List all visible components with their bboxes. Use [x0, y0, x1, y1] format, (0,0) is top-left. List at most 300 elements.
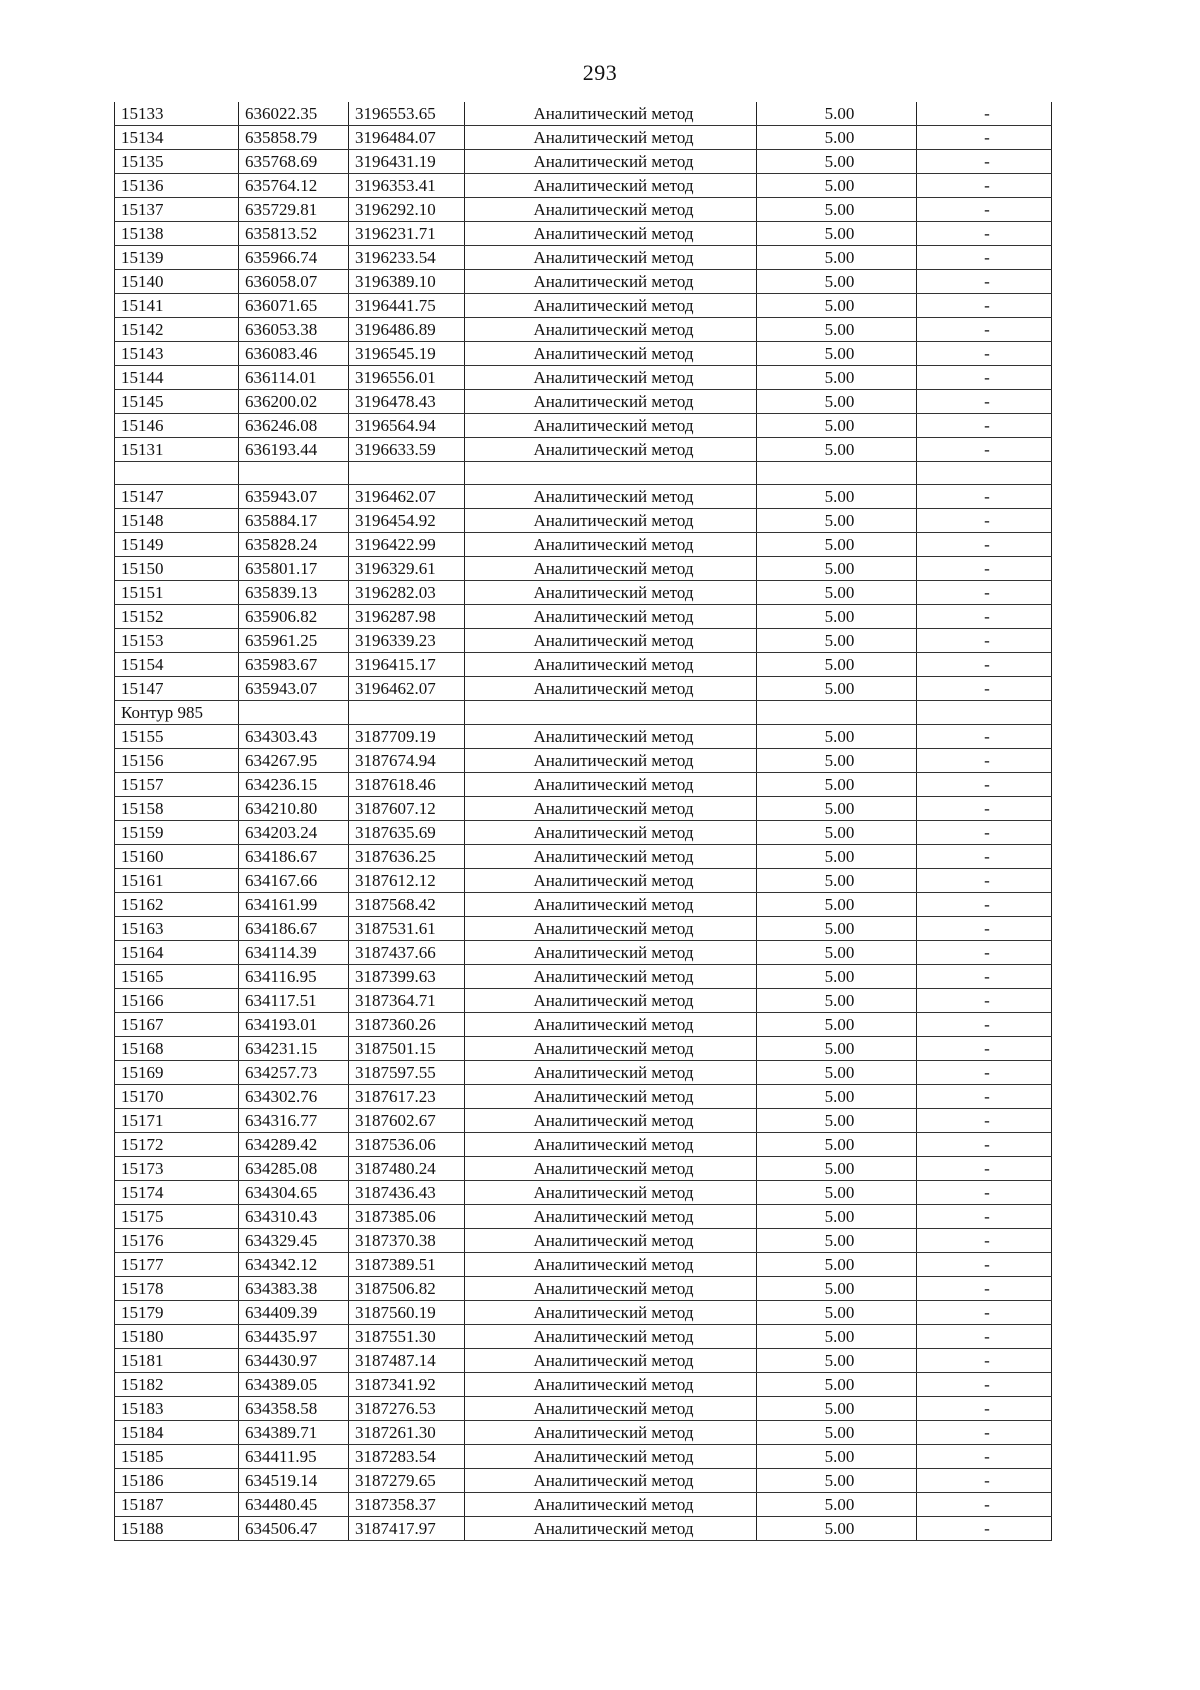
- precision-cell: 5.00: [757, 869, 917, 893]
- point-number-cell: 15162: [115, 893, 239, 917]
- point-number-cell: 15147: [115, 677, 239, 701]
- table-row: [115, 557, 1052, 581]
- method-cell: Аналитический метод: [465, 1037, 757, 1061]
- method-cell: Аналитический метод: [465, 485, 757, 509]
- point-number-cell: 15139: [115, 246, 239, 270]
- precision-cell: 5.00: [757, 677, 917, 701]
- x-coordinate-cell: 635839.13: [239, 581, 349, 605]
- x-coordinate-cell: 634117.51: [239, 989, 349, 1013]
- point-number-cell: 15187: [115, 1493, 239, 1517]
- x-coordinate-cell: 634203.24: [239, 821, 349, 845]
- y-coordinate-cell: 3196287.98: [349, 605, 465, 629]
- x-coordinate-cell: 635966.74: [239, 246, 349, 270]
- point-number-cell: 15177: [115, 1253, 239, 1277]
- error-cell: -: [917, 150, 1052, 174]
- method-cell: Аналитический метод: [465, 989, 757, 1013]
- method-cell: Аналитический метод: [465, 174, 757, 198]
- point-number-cell: 15149: [115, 533, 239, 557]
- point-number-cell: 15137: [115, 198, 239, 222]
- error-cell: -: [917, 725, 1052, 749]
- y-coordinate-cell: 3196389.10: [349, 270, 465, 294]
- method-cell: Аналитический метод: [465, 1109, 757, 1133]
- y-coordinate-cell: 3196556.01: [349, 366, 465, 390]
- table-row: [115, 677, 1052, 701]
- coordinates-table-body: [115, 102, 1052, 1541]
- x-coordinate-cell: 634167.66: [239, 869, 349, 893]
- point-number-cell: Контур 985: [115, 701, 239, 725]
- point-number-cell: 15154: [115, 653, 239, 677]
- precision-cell: 5.00: [757, 1469, 917, 1493]
- precision-cell: 5.00: [757, 1325, 917, 1349]
- x-coordinate-cell: 634389.71: [239, 1421, 349, 1445]
- error-cell: [917, 701, 1052, 725]
- y-coordinate-cell: 3187674.94: [349, 749, 465, 773]
- precision-cell: 5.00: [757, 1181, 917, 1205]
- x-coordinate-cell: 634267.95: [239, 749, 349, 773]
- method-cell: Аналитический метод: [465, 1493, 757, 1517]
- precision-cell: 5.00: [757, 366, 917, 390]
- table-row: [115, 342, 1052, 366]
- point-number-cell: 15168: [115, 1037, 239, 1061]
- error-cell: -: [917, 605, 1052, 629]
- error-cell: -: [917, 1493, 1052, 1517]
- table-row: [115, 318, 1052, 342]
- error-cell: -: [917, 869, 1052, 893]
- x-coordinate-cell: 634304.65: [239, 1181, 349, 1205]
- table-row: [115, 150, 1052, 174]
- table-row: [115, 821, 1052, 845]
- point-number-cell: 15160: [115, 845, 239, 869]
- point-number-cell: 15188: [115, 1517, 239, 1541]
- error-cell: -: [917, 222, 1052, 246]
- error-cell: -: [917, 1013, 1052, 1037]
- error-cell: -: [917, 390, 1052, 414]
- x-coordinate-cell: 634519.14: [239, 1469, 349, 1493]
- error-cell: -: [917, 342, 1052, 366]
- table-row: [115, 1229, 1052, 1253]
- point-number-cell: 15183: [115, 1397, 239, 1421]
- x-coordinate-cell: 634409.39: [239, 1301, 349, 1325]
- method-cell: Аналитический метод: [465, 1157, 757, 1181]
- x-coordinate-cell: 635768.69: [239, 150, 349, 174]
- precision-cell: 5.00: [757, 1421, 917, 1445]
- method-cell: Аналитический метод: [465, 198, 757, 222]
- error-cell: -: [917, 797, 1052, 821]
- table-row: [115, 845, 1052, 869]
- y-coordinate-cell: 3187506.82: [349, 1277, 465, 1301]
- table-row: [115, 485, 1052, 509]
- y-coordinate-cell: 3187487.14: [349, 1349, 465, 1373]
- error-cell: -: [917, 1469, 1052, 1493]
- method-cell: Аналитический метод: [465, 246, 757, 270]
- table-row: [115, 1157, 1052, 1181]
- error-cell: -: [917, 318, 1052, 342]
- precision-cell: 5.00: [757, 1397, 917, 1421]
- method-cell: Аналитический метод: [465, 1205, 757, 1229]
- y-coordinate-cell: 3196553.65: [349, 102, 465, 126]
- x-coordinate-cell: 636022.35: [239, 102, 349, 126]
- point-number-cell: 15142: [115, 318, 239, 342]
- x-coordinate-cell: 635828.24: [239, 533, 349, 557]
- y-coordinate-cell: 3187276.53: [349, 1397, 465, 1421]
- y-coordinate-cell: 3196282.03: [349, 581, 465, 605]
- y-coordinate-cell: 3187436.43: [349, 1181, 465, 1205]
- y-coordinate-cell: 3187261.30: [349, 1421, 465, 1445]
- point-number-cell: 15158: [115, 797, 239, 821]
- x-coordinate-cell: 636114.01: [239, 366, 349, 390]
- method-cell: Аналитический метод: [465, 294, 757, 318]
- x-coordinate-cell: 634257.73: [239, 1061, 349, 1085]
- y-coordinate-cell: 3187389.51: [349, 1253, 465, 1277]
- method-cell: Аналитический метод: [465, 1469, 757, 1493]
- x-coordinate-cell: 634342.12: [239, 1253, 349, 1277]
- table-row: [115, 1133, 1052, 1157]
- precision-cell: 5.00: [757, 629, 917, 653]
- method-cell: Аналитический метод: [465, 845, 757, 869]
- precision-cell: 5.00: [757, 581, 917, 605]
- method-cell: Аналитический метод: [465, 222, 757, 246]
- x-coordinate-cell: 636200.02: [239, 390, 349, 414]
- table-row: [115, 533, 1052, 557]
- x-coordinate-cell: 634161.99: [239, 893, 349, 917]
- method-cell: Аналитический метод: [465, 1445, 757, 1469]
- precision-cell: 5.00: [757, 438, 917, 462]
- error-cell: -: [917, 1445, 1052, 1469]
- error-cell: -: [917, 1181, 1052, 1205]
- method-cell: Аналитический метод: [465, 821, 757, 845]
- y-coordinate-cell: 3187360.26: [349, 1013, 465, 1037]
- point-number-cell: 15167: [115, 1013, 239, 1037]
- error-cell: -: [917, 1085, 1052, 1109]
- point-number-cell: 15173: [115, 1157, 239, 1181]
- method-cell: Аналитический метод: [465, 1061, 757, 1085]
- x-coordinate-cell: 635943.07: [239, 677, 349, 701]
- precision-cell: [757, 462, 917, 485]
- point-number-cell: 15134: [115, 126, 239, 150]
- table-row: [115, 1397, 1052, 1421]
- x-coordinate-cell: 634186.67: [239, 845, 349, 869]
- error-cell: -: [917, 366, 1052, 390]
- y-coordinate-cell: 3196486.89: [349, 318, 465, 342]
- precision-cell: 5.00: [757, 1037, 917, 1061]
- method-cell: Аналитический метод: [465, 893, 757, 917]
- point-number-cell: 15163: [115, 917, 239, 941]
- y-coordinate-cell: 3187560.19: [349, 1301, 465, 1325]
- y-coordinate-cell: 3196231.71: [349, 222, 465, 246]
- y-coordinate-cell: 3187568.42: [349, 893, 465, 917]
- x-coordinate-cell: 634329.45: [239, 1229, 349, 1253]
- error-cell: -: [917, 270, 1052, 294]
- error-cell: -: [917, 1229, 1052, 1253]
- x-coordinate-cell: 636193.44: [239, 438, 349, 462]
- precision-cell: 5.00: [757, 222, 917, 246]
- method-cell: Аналитический метод: [465, 557, 757, 581]
- y-coordinate-cell: 3187385.06: [349, 1205, 465, 1229]
- method-cell: Аналитический метод: [465, 629, 757, 653]
- y-coordinate-cell: 3196454.92: [349, 509, 465, 533]
- y-coordinate-cell: 3187597.55: [349, 1061, 465, 1085]
- error-cell: -: [917, 845, 1052, 869]
- y-coordinate-cell: 3196545.19: [349, 342, 465, 366]
- x-coordinate-cell: 636071.65: [239, 294, 349, 318]
- precision-cell: 5.00: [757, 1301, 917, 1325]
- y-coordinate-cell: 3187364.71: [349, 989, 465, 1013]
- x-coordinate-cell: 634186.67: [239, 917, 349, 941]
- x-coordinate-cell: 636053.38: [239, 318, 349, 342]
- precision-cell: 5.00: [757, 725, 917, 749]
- method-cell: Аналитический метод: [465, 366, 757, 390]
- precision-cell: 5.00: [757, 246, 917, 270]
- point-number-cell: 15184: [115, 1421, 239, 1445]
- error-cell: -: [917, 773, 1052, 797]
- method-cell: Аналитический метод: [465, 509, 757, 533]
- error-cell: -: [917, 629, 1052, 653]
- point-number-cell: 15155: [115, 725, 239, 749]
- method-cell: Аналитический метод: [465, 1013, 757, 1037]
- x-coordinate-cell: 634285.08: [239, 1157, 349, 1181]
- error-cell: -: [917, 749, 1052, 773]
- point-number-cell: 15138: [115, 222, 239, 246]
- point-number-cell: 15151: [115, 581, 239, 605]
- point-number-cell: 15133: [115, 102, 239, 126]
- x-coordinate-cell: 634411.95: [239, 1445, 349, 1469]
- precision-cell: 5.00: [757, 797, 917, 821]
- precision-cell: 5.00: [757, 893, 917, 917]
- point-number-cell: [115, 462, 239, 485]
- y-coordinate-cell: 3187341.92: [349, 1373, 465, 1397]
- method-cell: Аналитический метод: [465, 653, 757, 677]
- y-coordinate-cell: 3196462.07: [349, 677, 465, 701]
- x-coordinate-cell: 634236.15: [239, 773, 349, 797]
- method-cell: Аналитический метод: [465, 1253, 757, 1277]
- error-cell: -: [917, 653, 1052, 677]
- y-coordinate-cell: 3187612.12: [349, 869, 465, 893]
- x-coordinate-cell: [239, 462, 349, 485]
- y-coordinate-cell: 3187607.12: [349, 797, 465, 821]
- point-number-cell: 15182: [115, 1373, 239, 1397]
- method-cell: [465, 701, 757, 725]
- table-row: [115, 797, 1052, 821]
- point-number-cell: 15181: [115, 1349, 239, 1373]
- table-row: [115, 1373, 1052, 1397]
- y-coordinate-cell: 3187437.66: [349, 941, 465, 965]
- y-coordinate-cell: 3187370.38: [349, 1229, 465, 1253]
- table-row: [115, 1013, 1052, 1037]
- method-cell: Аналитический метод: [465, 1301, 757, 1325]
- y-coordinate-cell: 3196484.07: [349, 126, 465, 150]
- table-row: [115, 1253, 1052, 1277]
- table-row: [115, 1469, 1052, 1493]
- x-coordinate-cell: 635858.79: [239, 126, 349, 150]
- point-number-cell: 15171: [115, 1109, 239, 1133]
- point-number-cell: 15166: [115, 989, 239, 1013]
- error-cell: -: [917, 917, 1052, 941]
- table-row: [115, 509, 1052, 533]
- y-coordinate-cell: 3187358.37: [349, 1493, 465, 1517]
- precision-cell: 5.00: [757, 318, 917, 342]
- precision-cell: 5.00: [757, 126, 917, 150]
- x-coordinate-cell: 634302.76: [239, 1085, 349, 1109]
- x-coordinate-cell: 634430.97: [239, 1349, 349, 1373]
- table-row: [115, 941, 1052, 965]
- y-coordinate-cell: 3196339.23: [349, 629, 465, 653]
- precision-cell: 5.00: [757, 1349, 917, 1373]
- method-cell: Аналитический метод: [465, 1397, 757, 1421]
- method-cell: Аналитический метод: [465, 438, 757, 462]
- precision-cell: 5.00: [757, 1157, 917, 1181]
- method-cell: Аналитический метод: [465, 749, 757, 773]
- y-coordinate-cell: 3187417.97: [349, 1517, 465, 1541]
- x-coordinate-cell: 634114.39: [239, 941, 349, 965]
- y-coordinate-cell: 3196329.61: [349, 557, 465, 581]
- table-row: [115, 246, 1052, 270]
- y-coordinate-cell: 3196633.59: [349, 438, 465, 462]
- table-row: [115, 701, 1052, 725]
- precision-cell: 5.00: [757, 533, 917, 557]
- y-coordinate-cell: 3196441.75: [349, 294, 465, 318]
- method-cell: Аналитический метод: [465, 150, 757, 174]
- table-row: [115, 749, 1052, 773]
- point-number-cell: 15159: [115, 821, 239, 845]
- x-coordinate-cell: 634193.01: [239, 1013, 349, 1037]
- table-row: [115, 653, 1052, 677]
- method-cell: Аналитический метод: [465, 917, 757, 941]
- method-cell: Аналитический метод: [465, 318, 757, 342]
- precision-cell: 5.00: [757, 150, 917, 174]
- error-cell: -: [917, 174, 1052, 198]
- table-row: [115, 1445, 1052, 1469]
- x-coordinate-cell: 635983.67: [239, 653, 349, 677]
- x-coordinate-cell: 634310.43: [239, 1205, 349, 1229]
- point-number-cell: 15147: [115, 485, 239, 509]
- table-row: [115, 1421, 1052, 1445]
- precision-cell: 5.00: [757, 270, 917, 294]
- table-row: [115, 725, 1052, 749]
- y-coordinate-cell: 3187480.24: [349, 1157, 465, 1181]
- method-cell: Аналитический метод: [465, 1421, 757, 1445]
- point-number-cell: 15178: [115, 1277, 239, 1301]
- coordinates-table: [114, 102, 1052, 1541]
- table-row: [115, 629, 1052, 653]
- point-number-cell: 15169: [115, 1061, 239, 1085]
- precision-cell: 5.00: [757, 773, 917, 797]
- table-row: [115, 1301, 1052, 1325]
- table-row: [115, 989, 1052, 1013]
- precision-cell: 5.00: [757, 821, 917, 845]
- point-number-cell: 15145: [115, 390, 239, 414]
- x-coordinate-cell: 635943.07: [239, 485, 349, 509]
- precision-cell: [757, 701, 917, 725]
- x-coordinate-cell: 634435.97: [239, 1325, 349, 1349]
- point-number-cell: 15165: [115, 965, 239, 989]
- table-row: [115, 1349, 1052, 1373]
- point-number-cell: 15131: [115, 438, 239, 462]
- point-number-cell: 15136: [115, 174, 239, 198]
- table-row: [115, 1517, 1052, 1541]
- error-cell: -: [917, 1373, 1052, 1397]
- table-row: [115, 1325, 1052, 1349]
- point-number-cell: 15172: [115, 1133, 239, 1157]
- error-cell: -: [917, 677, 1052, 701]
- point-number-cell: 15135: [115, 150, 239, 174]
- y-coordinate-cell: 3196431.19: [349, 150, 465, 174]
- point-number-cell: 15146: [115, 414, 239, 438]
- table-row: [115, 869, 1052, 893]
- y-coordinate-cell: 3187618.46: [349, 773, 465, 797]
- precision-cell: 5.00: [757, 917, 917, 941]
- y-coordinate-cell: 3196353.41: [349, 174, 465, 198]
- table-row: [115, 605, 1052, 629]
- x-coordinate-cell: 635906.82: [239, 605, 349, 629]
- error-cell: -: [917, 941, 1052, 965]
- x-coordinate-cell: 635729.81: [239, 198, 349, 222]
- precision-cell: 5.00: [757, 1109, 917, 1133]
- y-coordinate-cell: 3187602.67: [349, 1109, 465, 1133]
- error-cell: -: [917, 1109, 1052, 1133]
- x-coordinate-cell: [239, 701, 349, 725]
- y-coordinate-cell: 3187536.06: [349, 1133, 465, 1157]
- method-cell: Аналитический метод: [465, 941, 757, 965]
- method-cell: Аналитический метод: [465, 414, 757, 438]
- table-row: [115, 773, 1052, 797]
- point-number-cell: 15141: [115, 294, 239, 318]
- error-cell: -: [917, 509, 1052, 533]
- point-number-cell: 15156: [115, 749, 239, 773]
- table-row: [115, 917, 1052, 941]
- precision-cell: 5.00: [757, 653, 917, 677]
- precision-cell: 5.00: [757, 1445, 917, 1469]
- table-row: [115, 1277, 1052, 1301]
- error-cell: -: [917, 294, 1052, 318]
- method-cell: Аналитический метод: [465, 869, 757, 893]
- x-coordinate-cell: 636058.07: [239, 270, 349, 294]
- precision-cell: 5.00: [757, 174, 917, 198]
- table-row: [115, 581, 1052, 605]
- point-number-cell: 15161: [115, 869, 239, 893]
- table-row: [115, 390, 1052, 414]
- error-cell: -: [917, 1253, 1052, 1277]
- table-row: [115, 893, 1052, 917]
- method-cell: Аналитический метод: [465, 533, 757, 557]
- y-coordinate-cell: 3187531.61: [349, 917, 465, 941]
- point-number-cell: 15174: [115, 1181, 239, 1205]
- x-coordinate-cell: 635813.52: [239, 222, 349, 246]
- method-cell: Аналитический метод: [465, 677, 757, 701]
- precision-cell: 5.00: [757, 845, 917, 869]
- table-row: [115, 1061, 1052, 1085]
- precision-cell: 5.00: [757, 1085, 917, 1109]
- method-cell: Аналитический метод: [465, 1085, 757, 1109]
- method-cell: Аналитический метод: [465, 1133, 757, 1157]
- x-coordinate-cell: 634480.45: [239, 1493, 349, 1517]
- y-coordinate-cell: 3187283.54: [349, 1445, 465, 1469]
- point-number-cell: 15180: [115, 1325, 239, 1349]
- method-cell: Аналитический метод: [465, 797, 757, 821]
- error-cell: -: [917, 1349, 1052, 1373]
- table-row: [115, 294, 1052, 318]
- point-number-cell: 15176: [115, 1229, 239, 1253]
- precision-cell: 5.00: [757, 485, 917, 509]
- point-number-cell: 15185: [115, 1445, 239, 1469]
- method-cell: Аналитический метод: [465, 1517, 757, 1541]
- error-cell: -: [917, 557, 1052, 581]
- table-row: [115, 102, 1052, 126]
- precision-cell: 5.00: [757, 1277, 917, 1301]
- error-cell: -: [917, 126, 1052, 150]
- table-row: [115, 126, 1052, 150]
- x-coordinate-cell: 634231.15: [239, 1037, 349, 1061]
- x-coordinate-cell: 635884.17: [239, 509, 349, 533]
